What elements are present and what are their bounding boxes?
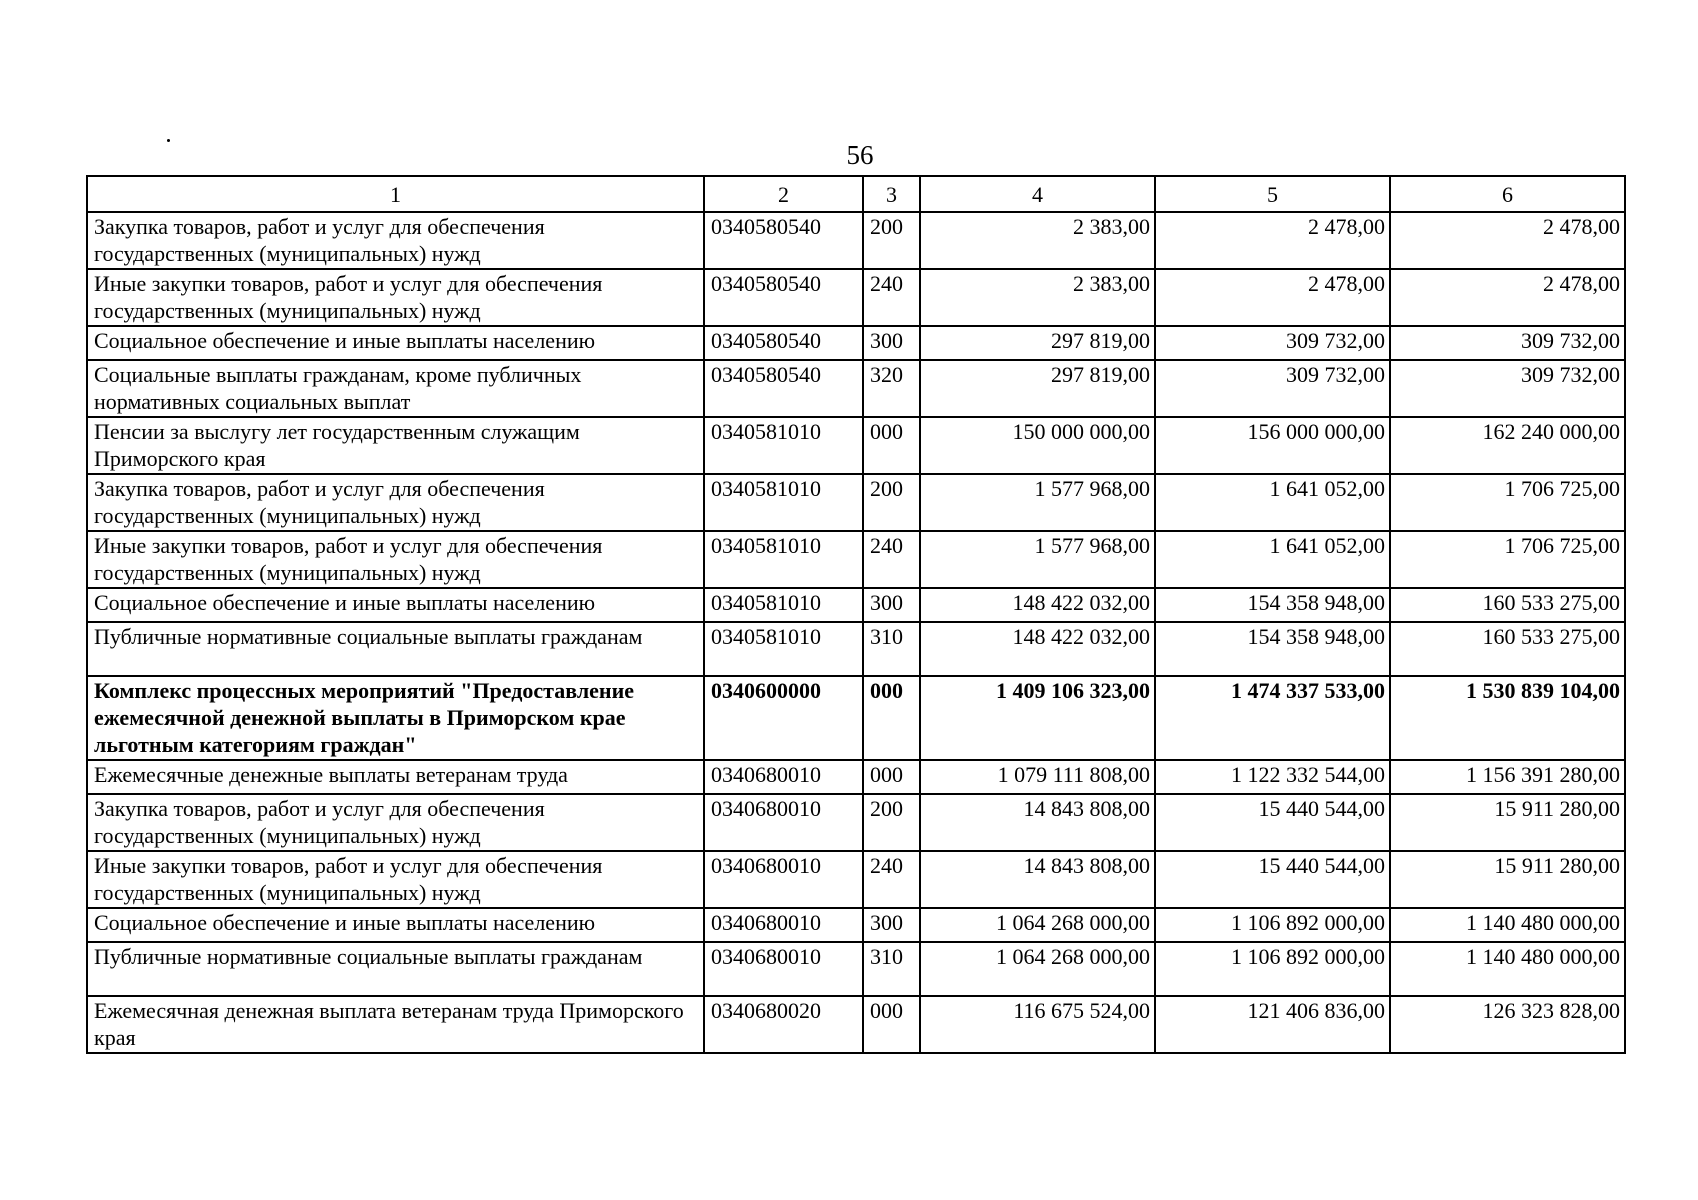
row-type-cell: 300 [863,326,920,360]
row-value-col6: 1 140 480 000,00 [1390,942,1625,996]
row-value-col5: 15 440 544,00 [1155,851,1390,908]
row-value-col5: 1 122 332 544,00 [1155,760,1390,794]
table-header-row [87,176,1625,212]
row-value-col5: 154 358 948,00 [1155,622,1390,676]
row-name-cell: Закупка товаров, работ и услуг для обеспечения государственных (муниципальных) нужд [87,794,704,851]
row-value-col5: 121 406 836,00 [1155,996,1390,1053]
row-name-cell: Социальное обеспечение и иные выплаты населению [87,908,704,942]
row-value-col5: 156 000 000,00 [1155,417,1390,474]
column-header-2: 2 [704,176,863,212]
column-header-4: 4 [920,176,1155,212]
column-header-5: 5 [1155,176,1390,212]
page-number: 56 [846,140,874,170]
row-value-col5: 1 641 052,00 [1155,474,1390,531]
row-value-col6: 309 732,00 [1390,360,1625,417]
row-type-cell: 200 [863,474,920,531]
row-value-col4: 1 064 268 000,00 [920,908,1155,942]
row-name-cell: Публичные нормативные социальные выплаты гражданам [87,622,704,676]
row-value-col6: 2 478,00 [1390,212,1625,269]
row-value-col5: 15 440 544,00 [1155,794,1390,851]
row-value-col5: 1 106 892 000,00 [1155,942,1390,996]
row-value-col4: 1 064 268 000,00 [920,942,1155,996]
row-type-cell: 240 [863,269,920,326]
table-body [87,212,1625,1053]
row-value-col6: 126 323 828,00 [1390,996,1625,1053]
row-value-col4: 148 422 032,00 [920,622,1155,676]
row-name-cell: Социальное обеспечение и иные выплаты населению [87,588,704,622]
row-value-col4: 14 843 808,00 [920,794,1155,851]
row-type-cell: 300 [863,908,920,942]
table-row [87,269,1625,326]
row-value-col5: 2 478,00 [1155,212,1390,269]
row-code-cell: 0340680020 [704,996,863,1053]
table-row [87,531,1625,588]
table-row [87,760,1625,794]
row-code-cell: 0340581010 [704,474,863,531]
row-value-col6: 309 732,00 [1390,326,1625,360]
row-name-cell: Иные закупки товаров, работ и услуг для обеспечения государственных (муниципальных) нужд [87,269,704,326]
row-value-col4: 1 079 111 808,00 [920,760,1155,794]
column-header-6: 6 [1390,176,1625,212]
table-row [87,942,1625,996]
row-code-cell: 0340600000 [704,676,863,760]
row-code-cell: 0340581010 [704,622,863,676]
row-value-col4: 2 383,00 [920,269,1155,326]
table-row [87,212,1625,269]
row-value-col5: 1 641 052,00 [1155,531,1390,588]
row-value-col6: 160 533 275,00 [1390,588,1625,622]
row-code-cell: 0340680010 [704,794,863,851]
row-name-cell: Социальное обеспечение и иные выплаты населению [87,326,704,360]
row-value-col4: 2 383,00 [920,212,1155,269]
row-type-cell: 200 [863,794,920,851]
row-value-col4: 297 819,00 [920,360,1155,417]
row-name-cell: Ежемесячные денежные выплаты ветеранам труда [87,760,704,794]
column-header-3: 3 [863,176,920,212]
row-value-col6: 1 706 725,00 [1390,531,1625,588]
budget-table [86,175,1626,1054]
row-value-col5: 1 474 337 533,00 [1155,676,1390,760]
table-row [87,851,1625,908]
row-name-cell: Комплекс процессных мероприятий "Предоставление ежемесячной денежной выплаты в Приморском крае льготным категориям граждан" [87,676,704,760]
row-code-cell: 0340680010 [704,851,863,908]
row-name-cell: Социальные выплаты гражданам, кроме публичных нормативных социальных выплат [87,360,704,417]
row-type-cell: 000 [863,676,920,760]
table-row [87,417,1625,474]
row-value-col5: 309 732,00 [1155,326,1390,360]
row-value-col5: 1 106 892 000,00 [1155,908,1390,942]
row-name-cell: Публичные нормативные социальные выплаты гражданам [87,942,704,996]
row-name-cell: Ежемесячная денежная выплата ветеранам труда Приморского края [87,996,704,1053]
row-name-cell: Пенсии за выслугу лет государственным служащим Приморского края [87,417,704,474]
table-row [87,676,1625,760]
row-value-col6: 160 533 275,00 [1390,622,1625,676]
row-value-col6: 1 156 391 280,00 [1390,760,1625,794]
row-code-cell: 0340680010 [704,908,863,942]
row-value-col4: 1 577 968,00 [920,474,1155,531]
row-value-col4: 148 422 032,00 [920,588,1155,622]
table-row [87,326,1625,360]
table-row [87,908,1625,942]
table-row [87,360,1625,417]
row-type-cell: 300 [863,588,920,622]
row-type-cell: 240 [863,851,920,908]
row-type-cell: 310 [863,622,920,676]
row-type-cell: 000 [863,760,920,794]
row-value-col6: 2 478,00 [1390,269,1625,326]
row-code-cell: 0340680010 [704,760,863,794]
table-row [87,474,1625,531]
row-value-col6: 1 140 480 000,00 [1390,908,1625,942]
row-type-cell: 320 [863,360,920,417]
row-code-cell: 0340580540 [704,269,863,326]
row-code-cell: 0340580540 [704,326,863,360]
row-value-col4: 297 819,00 [920,326,1155,360]
row-type-cell: 240 [863,531,920,588]
row-value-col4: 14 843 808,00 [920,851,1155,908]
row-value-col5: 309 732,00 [1155,360,1390,417]
table-row [87,588,1625,622]
row-value-col6: 15 911 280,00 [1390,851,1625,908]
row-code-cell: 0340580540 [704,360,863,417]
row-value-col5: 2 478,00 [1155,269,1390,326]
row-code-cell: 0340581010 [704,588,863,622]
row-code-cell: 0340581010 [704,531,863,588]
row-name-cell: Иные закупки товаров, работ и услуг для обеспечения государственных (муниципальных) нужд [87,851,704,908]
row-value-col5: 154 358 948,00 [1155,588,1390,622]
row-value-col6: 1 530 839 104,00 [1390,676,1625,760]
row-code-cell: 0340580540 [704,212,863,269]
table-row [87,622,1625,676]
row-value-col6: 15 911 280,00 [1390,794,1625,851]
row-type-cell: 000 [863,996,920,1053]
row-value-col4: 1 577 968,00 [920,531,1155,588]
table-row [87,996,1625,1053]
row-type-cell: 000 [863,417,920,474]
row-value-col4: 1 409 106 323,00 [920,676,1155,760]
row-name-cell: Закупка товаров, работ и услуг для обеспечения государственных (муниципальных) нужд [87,212,704,269]
row-name-cell: Иные закупки товаров, работ и услуг для обеспечения государственных (муниципальных) нужд [87,531,704,588]
table-row [87,794,1625,851]
row-value-col4: 116 675 524,00 [920,996,1155,1053]
row-value-col4: 150 000 000,00 [920,417,1155,474]
row-name-cell: Закупка товаров, работ и услуг для обеспечения государственных (муниципальных) нужд [87,474,704,531]
column-header-1: 1 [87,176,704,212]
row-value-col6: 162 240 000,00 [1390,417,1625,474]
row-type-cell: 310 [863,942,920,996]
row-code-cell: 0340581010 [704,417,863,474]
row-value-col6: 1 706 725,00 [1390,474,1625,531]
row-code-cell: 0340680010 [704,942,863,996]
row-type-cell: 200 [863,212,920,269]
